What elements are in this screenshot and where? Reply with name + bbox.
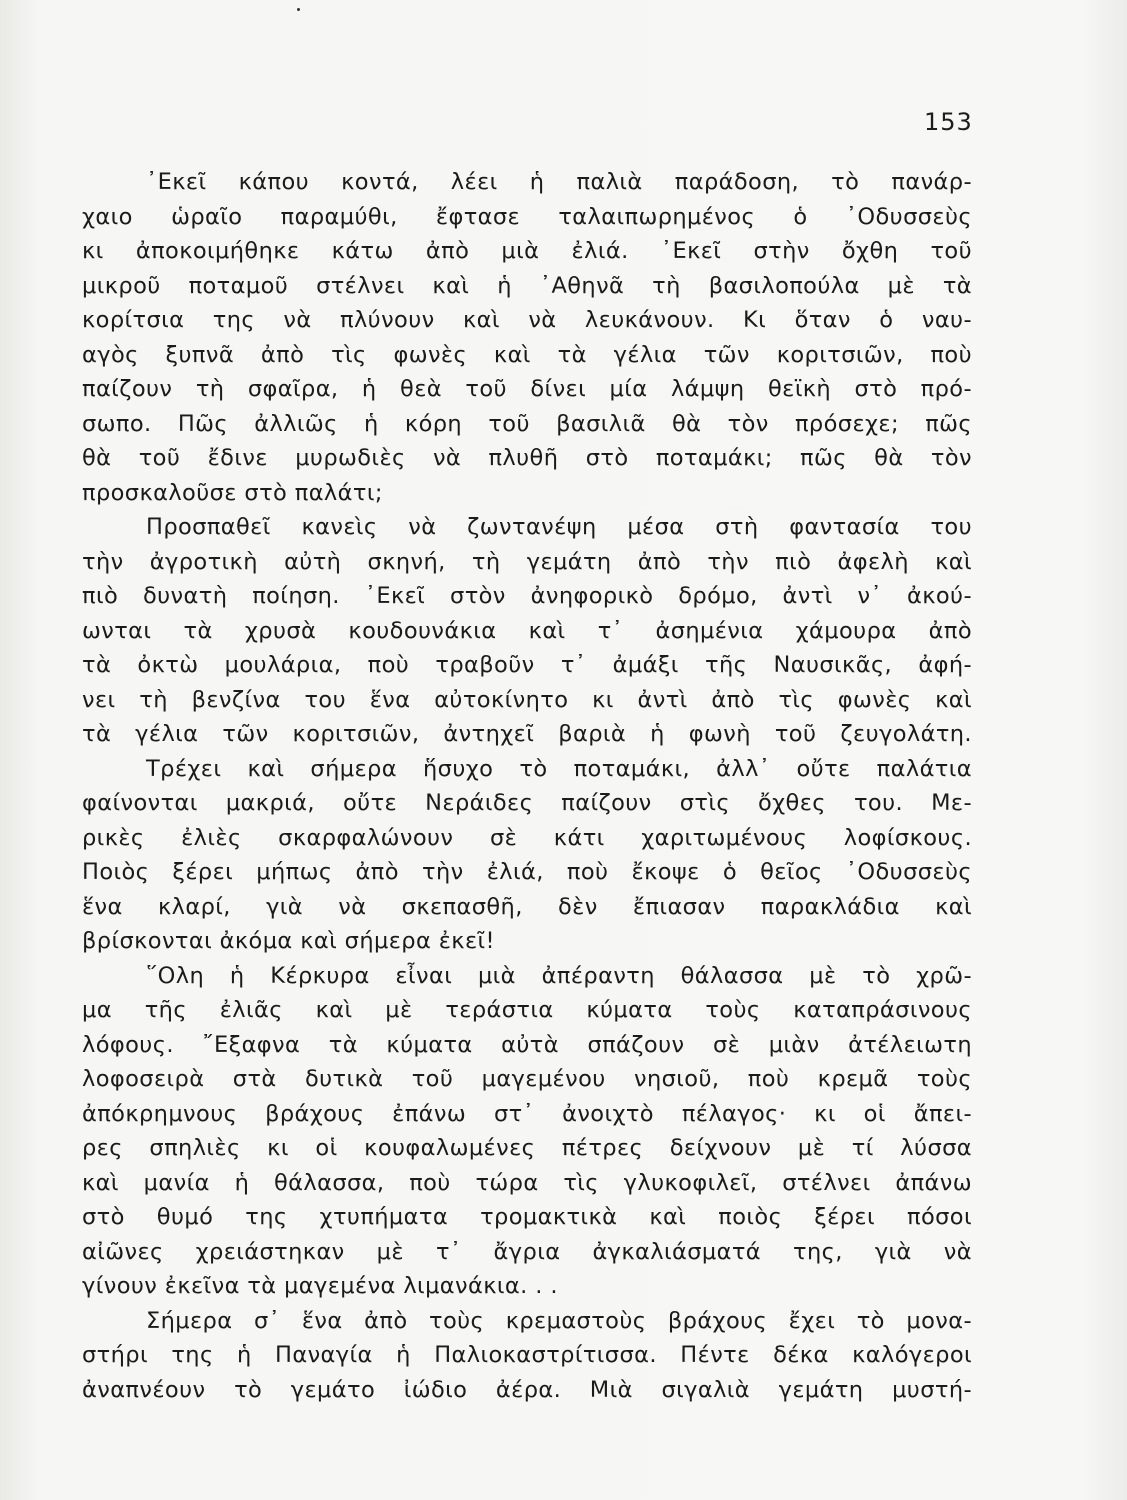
text-line: σωπο. Πῶς ἀλλιῶς ἡ κόρη τοῦ βασιλιᾶ θὰ τὸν πρόσεχε; πῶς: [82, 410, 972, 437]
text-line: ᾿Εκεῖ κάπου κοντά, λέει ἡ παλιὰ παράδοση, τὸ πανάρ-: [146, 169, 972, 195]
text-line: κι ἀποκοιμήθηκε κάτω ἀπὸ μιὰ ἐλιά. ᾿Εκεῖ στὴν ὄχθη τοῦ: [82, 238, 972, 264]
text-line: λόφους. ῎Εξαφνα τὰ κύματα αὐτὰ σπάζουν σὲ μιὰν ἀτέλειωτη: [82, 1031, 972, 1058]
text-line: καὶ μανία ἡ θάλασσα, ποὺ τώρα τὶς γλυκοφιλεῖ, στέλνει ἀπάνω: [82, 1169, 972, 1196]
text-line: γίνουν ἐκεῖνα τὰ μαγεμένα λιμανάκια. . .: [82, 1273, 558, 1299]
paragraph-3: [82, 752, 972, 959]
text-line: μικροῦ ποταμοῦ στέλνει καὶ ἡ ᾿Αθηνᾶ τὴ βασιλοπούλα μὲ τὰ: [82, 272, 972, 299]
text-line: τὰ γέλια τῶν κοριτσιῶν, ἀντηχεῖ βαριὰ ἡ φωνὴ τοῦ ζευγολάτη.: [82, 721, 972, 747]
text-line: μα τῆς ἐλιᾶς καὶ μὲ τεράστια κύματα τοὺς καταπράσινους: [82, 997, 972, 1023]
text-line: Προσπαθεῖ κανεὶς νὰ ζωντανέψη μέσα στὴ φαντασία του: [146, 514, 972, 540]
text-line: στήρι της ἡ Παναγία ἡ Παλιοκαστρίτισσα. Πέντε δέκα καλόγεροι: [82, 1342, 972, 1368]
text-line: προσκαλοῦσε στὸ παλάτι;: [82, 479, 383, 506]
text-line: ἀπόκρημνους βράχους ἐπάνω στ᾿ ἀνοιχτὸ πέλαγος· κι οἱ ἄπει-: [82, 1100, 972, 1127]
text-line: ρες σπηλιὲς κι οἱ κουφαλωμένες πέτρες δείχνουν μὲ τί λύσσα: [82, 1135, 972, 1161]
paragraph-1: [82, 165, 972, 510]
print-speck: [297, 8, 300, 11]
text-line: ἀναπνέουν τὸ γεμάτο ἰώδιο ἀέρα. Μιὰ σιγαλιὰ γεμάτη μυστή-: [82, 1376, 972, 1403]
text-line: λοφοσειρὰ στὰ δυτικὰ τοῦ μαγεμένου νησιοῦ, ποὺ κρεμᾶ τοὺς: [82, 1066, 972, 1092]
text-line: Ποιὸς ξέρει μήπως ἀπὸ τὴν ἐλιά, ποὺ ἔκοψε ὁ θεῖος ᾿Οδυσσεὺς: [82, 859, 972, 885]
text-line: νει τὴ βενζίνα του ἕνα αὐτοκίνητο κι ἀντὶ ἀπὸ τὶς φωνὲς καὶ: [82, 686, 972, 713]
text-line: παίζουν τὴ σφαῖρα, ἡ θεὰ τοῦ δίνει μία λάμψη θεϊκὴ στὸ πρό-: [82, 376, 972, 402]
text-line: κορίτσια της νὰ πλύνουν καὶ νὰ λευκάνουν. Κι ὅταν ὁ ναυ-: [82, 307, 972, 333]
text-line: φαίνονται μακριά, οὔτε Νεράιδες παίζουν στὶς ὄχθες του. Με-: [82, 790, 972, 816]
text-line: βρίσκονται ἀκόμα καὶ σήμερα ἐκεῖ!: [82, 928, 495, 954]
text-line: χαιο ὡραῖο παραμύθι, ἔφτασε ταλαιπωρημένος ὁ ᾿Οδυσσεὺς: [82, 203, 972, 230]
paragraph-4: [82, 959, 972, 1304]
body-text: [82, 165, 972, 1407]
text-line: ρικὲς ἐλιὲς σκαρφαλώνουν σὲ κάτι χαριτωμένους λοφίσκους.: [82, 824, 972, 851]
text-line: Σήμερα σ᾿ ἕνα ἀπὸ τοὺς κρεμαστοὺς βράχους ἔχει τὸ μονα-: [146, 1307, 972, 1334]
text-line: ἕνα κλαρί, γιὰ νὰ σκεπασθῆ, δὲν ἔπιασαν παρακλάδια καὶ: [82, 893, 972, 920]
text-line: στὸ θυμό της χτυπήματα τρομακτικὰ καὶ ποιὸς ξέρει πόσοι: [82, 1204, 972, 1230]
paragraph-2: [82, 510, 972, 752]
page-number: 153: [924, 108, 973, 136]
text-line: ῞Ολη ἡ Κέρκυρα εἶναι μιὰ ἀπέραντη θάλασσα μὲ τὸ χρῶ-: [146, 962, 972, 989]
paragraph-5: [82, 1304, 972, 1408]
text-line: Τρέχει καὶ σήμερα ἥσυχο τὸ ποταμάκι, ἀλλ᾿ οὔτε παλάτια: [146, 755, 972, 782]
text-line: θὰ τοῦ ἔδινε μυρωδιὲς νὰ πλυθῆ στὸ ποταμάκι; πῶς θὰ τὸν: [82, 445, 972, 471]
text-line: τὴν ἀγροτικὴ αὐτὴ σκηνή, τὴ γεμάτη ἀπὸ τὴν πιὸ ἀφελὴ καὶ: [82, 548, 972, 575]
text-line: τὰ ὀκτὼ μουλάρια, ποὺ τραβοῦν τ᾿ ἀμάξι τῆς Ναυσικᾶς, ἀφή-: [82, 652, 972, 678]
text-line: αἰῶνες χρειάστηκαν μὲ τ᾿ ἄγρια ἀγκαλιάσματά της, γιὰ νὰ: [82, 1238, 972, 1265]
text-line: πιὸ δυνατὴ ποίηση. ᾿Εκεῖ στὸν ἀνηφορικὸ δρόμο, ἀντὶ ν᾿ ἀκού-: [82, 583, 972, 609]
text-line: αγὸς ξυπνᾶ ἀπὸ τὶς φωνὲς καὶ τὰ γέλια τῶν κοριτσιῶν, ποὺ: [82, 341, 972, 368]
text-line: ωνται τὰ χρυσὰ κουδουνάκια καὶ τ᾿ ἀσημένια χάμουρα ἀπὸ: [82, 617, 972, 644]
